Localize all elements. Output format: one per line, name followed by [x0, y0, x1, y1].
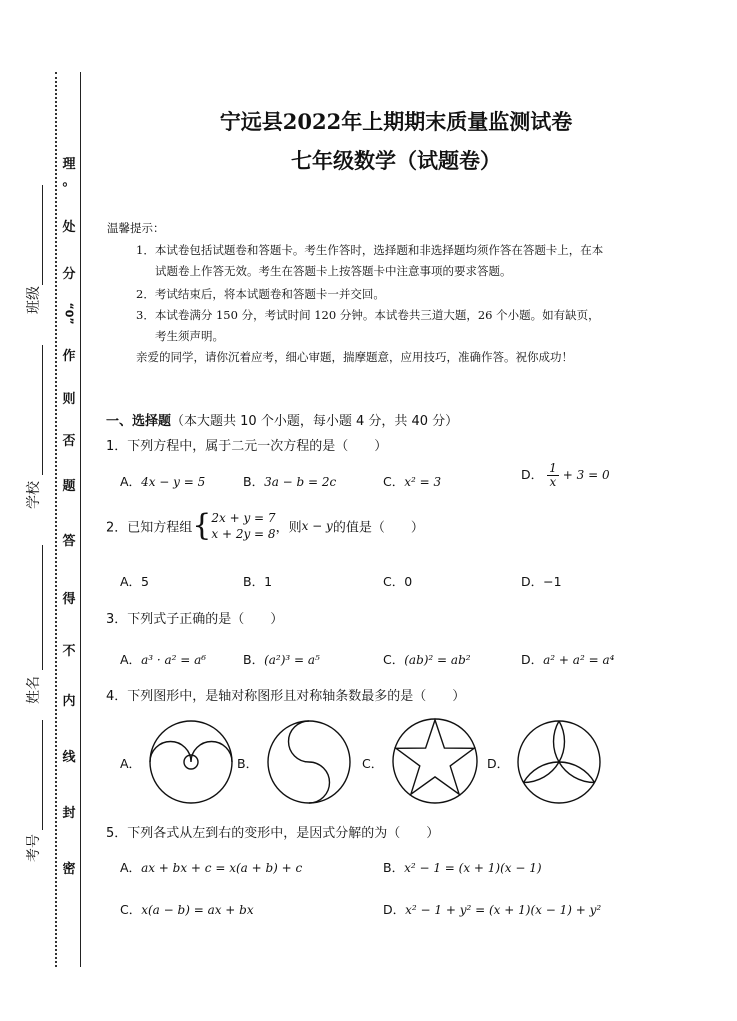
system-brace: { [192, 508, 212, 543]
seal-char: 不 [62, 644, 76, 659]
system-equation: 2x + y = 7 [211, 511, 276, 525]
option-math: a³ · a² = a⁶ [141, 653, 207, 667]
seal-char: 则 [62, 392, 76, 407]
seal-char: 密 [62, 862, 76, 877]
seal-char: 理 [62, 157, 76, 172]
field-label-name: 姓名 [26, 676, 42, 704]
question-2-stem [106, 510, 424, 542]
tips-item: 试题卷上作答无效。考生在答题卡上按答题卡中注意事项的要求答题。 [155, 264, 512, 278]
field-line-name[interactable] [42, 545, 43, 670]
option-math: x² − 1 = (x + 1)(x − 1) [404, 861, 542, 875]
q1-option-b[interactable] [243, 472, 336, 490]
field-line-exam-number[interactable] [42, 720, 43, 830]
q3-option-b[interactable] [243, 650, 320, 668]
tips-item: 1．本试卷包括试题卷和答题卡。考生作答时，选择题和非选择题均须作答在答题卡上，在本 [136, 243, 604, 257]
seal-char: 内 [62, 694, 76, 709]
q2-option-b[interactable]: B．1 [243, 574, 273, 589]
seal-char: 作 [62, 349, 76, 364]
fraction-numerator: 1 [549, 461, 557, 475]
field-label-exam-number: 考号 [26, 834, 42, 862]
option-label: A． [120, 474, 142, 489]
tips-item: 考生须声明。 [155, 329, 224, 343]
question-5-stem: 5．下列各式从左到右的变形中，是因式分解的为（ ） [106, 826, 440, 841]
q5-option-b[interactable] [383, 858, 542, 876]
q1-option-a[interactable] [120, 472, 205, 490]
seal-char: 封 [62, 806, 76, 821]
option-label: A． [120, 860, 142, 875]
q4-option-c-label[interactable]: C． [362, 756, 384, 771]
option-math: x(a − b) = ax + bx [141, 903, 254, 917]
page-subtitle: 七年级数学（试题卷） [291, 148, 501, 173]
option-math: a² + a² = a⁴ [543, 653, 615, 667]
q5-option-d[interactable] [383, 900, 601, 918]
tips-item: 2．考试结束后，将本试题卷和答题卡一并交回。 [136, 287, 385, 301]
option-label: B． [383, 860, 405, 875]
section-heading [106, 410, 458, 429]
option-label: B． [243, 652, 265, 667]
seal-char: 线 [62, 750, 76, 765]
binding-dotted-line [55, 72, 57, 967]
seal-char: 分 [62, 267, 76, 282]
question-1-stem: 1．下列方程中，属于二元一次方程的是（ ） [106, 439, 388, 454]
section-note: （本大题共 10 个小题，每小题 4 分，共 40 分） [171, 414, 459, 429]
field-label-school: 学校 [26, 481, 42, 509]
q3-option-c[interactable] [383, 650, 471, 668]
option-math: 3a − b = 2c [264, 475, 337, 489]
q4-figure-a[interactable] [148, 719, 234, 805]
option-math: 4x − y = 5 [141, 475, 206, 489]
q4-option-b-label[interactable]: B． [237, 756, 259, 771]
field-line-class[interactable] [42, 185, 43, 285]
question-4-stem: 4．下列图形中，是轴对称图形且对称轴条数最多的是（ ） [106, 689, 466, 704]
q5-option-a[interactable] [120, 858, 302, 876]
seal-char: 处 [62, 220, 76, 235]
question-3-stem: 3．下列式子正确的是（ ） [106, 612, 284, 627]
q2-option-d[interactable]: D．−1 [521, 574, 562, 589]
q4-figure-d[interactable] [516, 719, 602, 805]
option-label: B． [243, 474, 265, 489]
q3-option-a[interactable] [120, 650, 206, 668]
seal-char: “0” [62, 302, 76, 325]
option-label: C． [383, 474, 405, 489]
stem-text: ，则 [275, 520, 302, 536]
seal-char: 得 [62, 592, 76, 607]
q2-option-c[interactable]: C．0 [383, 574, 413, 589]
seal-char: 。 [62, 174, 76, 189]
q4-option-a-label[interactable]: A． [120, 756, 142, 771]
option-label: C． [383, 652, 405, 667]
option-label: C． [120, 902, 142, 917]
stem-text: 的值是（ ） [332, 520, 424, 536]
stem-math: x − y [301, 519, 333, 533]
option-math: ax + bx + c = x(a + b) + c [141, 861, 303, 875]
seal-char: 否 [62, 434, 76, 449]
section-title: 一、选择题 [106, 414, 172, 429]
q1-option-c[interactable] [383, 472, 441, 490]
option-label: D． [383, 902, 406, 917]
option-math: (a²)³ = a⁵ [264, 653, 320, 667]
option-math: + 3 = 0 [562, 468, 610, 482]
tips-item: 3．本试卷满分 150 分，考试时间 120 分钟。本试卷共三道大题，26 个小题。如有缺页， [136, 308, 600, 322]
q4-figure-b[interactable] [266, 719, 352, 805]
q5-option-c[interactable] [120, 900, 254, 918]
binding-solid-line [80, 72, 81, 967]
page-title: 宁远县2022年上期期末质量监测试卷 [219, 109, 573, 134]
option-math: x² = 3 [404, 475, 442, 489]
tips-closing: 亲爱的同学，请你沉着应考，细心审题，揣摩题意，应用技巧，准确作答。祝你成功！ [136, 350, 573, 364]
field-label-class: 班级 [26, 286, 42, 314]
fraction-denominator: x [549, 475, 557, 489]
system-equation: x + 2y = 8 [211, 527, 276, 541]
q4-option-d-label[interactable]: D． [487, 756, 510, 771]
q1-option-d[interactable] [521, 462, 610, 489]
q2-option-a[interactable]: A．5 [120, 574, 150, 589]
option-math: (ab)² = ab² [404, 653, 471, 667]
option-label: D． [521, 467, 544, 482]
seal-char: 答 [62, 534, 76, 549]
tips-heading: 温馨提示： [107, 221, 165, 235]
option-label: A． [120, 652, 142, 667]
option-math: x² − 1 + y² = (x + 1)(x − 1) + y² [405, 903, 602, 917]
field-line-school[interactable] [42, 345, 43, 475]
stem-text: 2．已知方程组 [106, 520, 193, 536]
q4-figure-c[interactable] [391, 717, 479, 805]
q3-option-d[interactable] [521, 650, 614, 668]
option-label: D． [521, 652, 544, 667]
seal-char: 题 [62, 479, 76, 494]
